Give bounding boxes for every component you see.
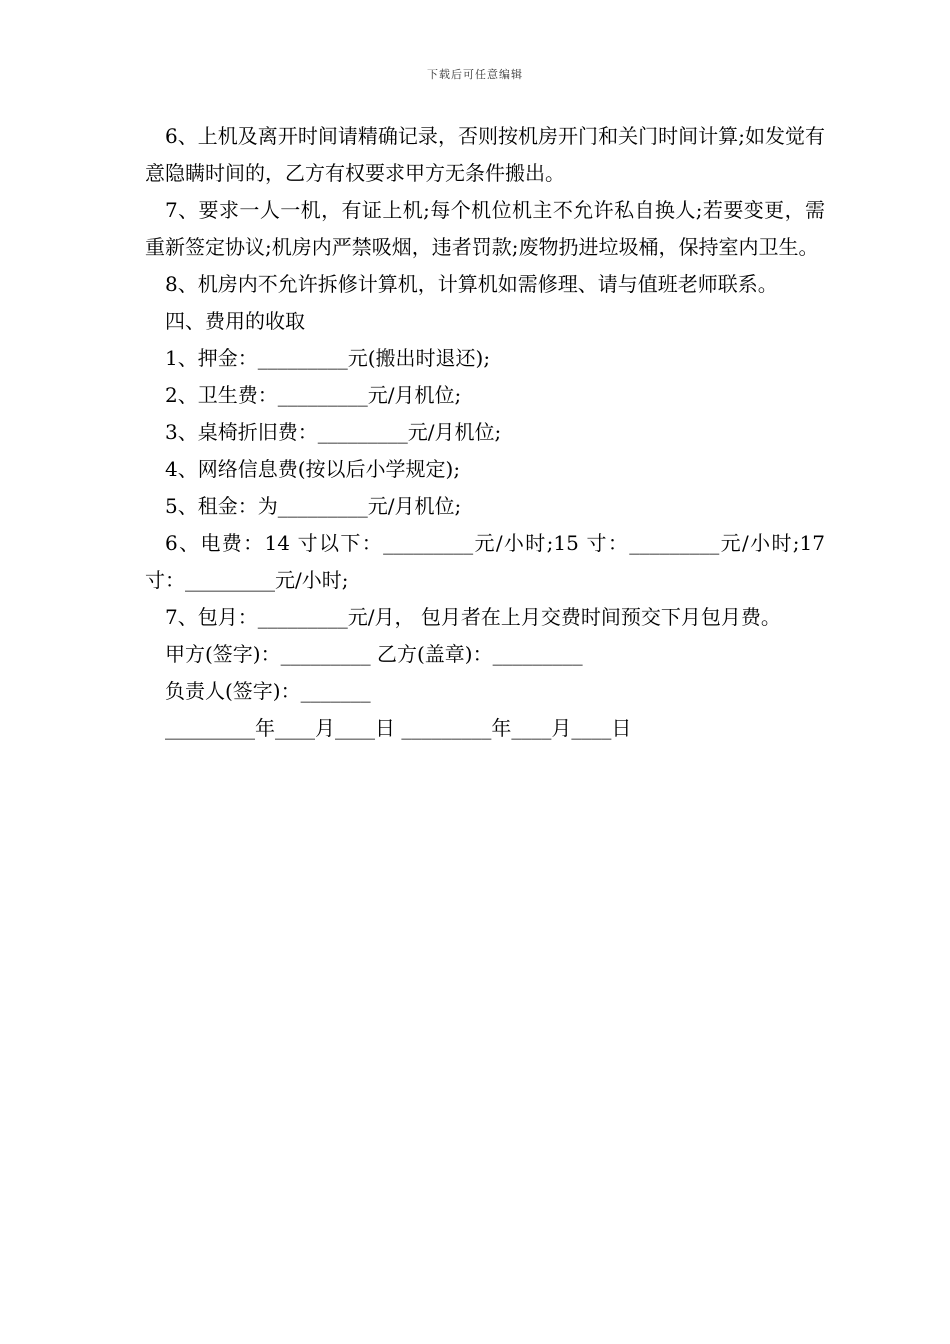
section-title-fees: 四、费用的收取 (165, 309, 305, 333)
signature-responsible: 负责人(签字)：_______ (165, 679, 371, 703)
page-header: 下载后可任意编辑 (427, 68, 523, 81)
signature-parties: 甲方(签字)：_________ 乙方(盖章)：_________ (165, 642, 583, 666)
clause-6: 6、上机及离开时间请精确记录，否则按机房开门和关门时间计算;如发觉有意隐瞒时间的，乙方有权要求甲方无条件搬出。 (145, 124, 825, 185)
clause-7: 7、要求一人一机，有证上机;每个机位机主不允许私自换人;若要变更，需重新签定协议;机房内严禁吸烟，违者罚款;废物扔进垃圾桶，保持室内卫生。 (145, 198, 825, 259)
document-body (145, 118, 825, 747)
fee-electricity: 6、电费：14 寸以下：_________元/小时;15 寸：_________元/小时;17 寸：_________元/小时; (145, 531, 825, 592)
fee-rent: 5、租金：为_________元/月机位; (165, 494, 462, 518)
signature-dates: _________年____月____日 _________年____月____日 (165, 716, 632, 740)
fee-furniture-depreciation: 3、桌椅折旧费：_________元/月机位; (165, 420, 502, 444)
fee-sanitation: 2、卫生费：_________元/月机位; (165, 383, 462, 407)
fee-monthly: 7、包月：_________元/月， 包月者在上月交费时间预交下月包月费。 (165, 605, 781, 629)
fee-deposit: 1、押金：_________元(搬出时退还); (165, 346, 491, 370)
fee-network: 4、网络信息费(按以后小学规定); (165, 457, 461, 481)
clause-8: 8、机房内不允许拆修计算机，计算机如需修理、请与值班老师联系。 (165, 272, 778, 296)
